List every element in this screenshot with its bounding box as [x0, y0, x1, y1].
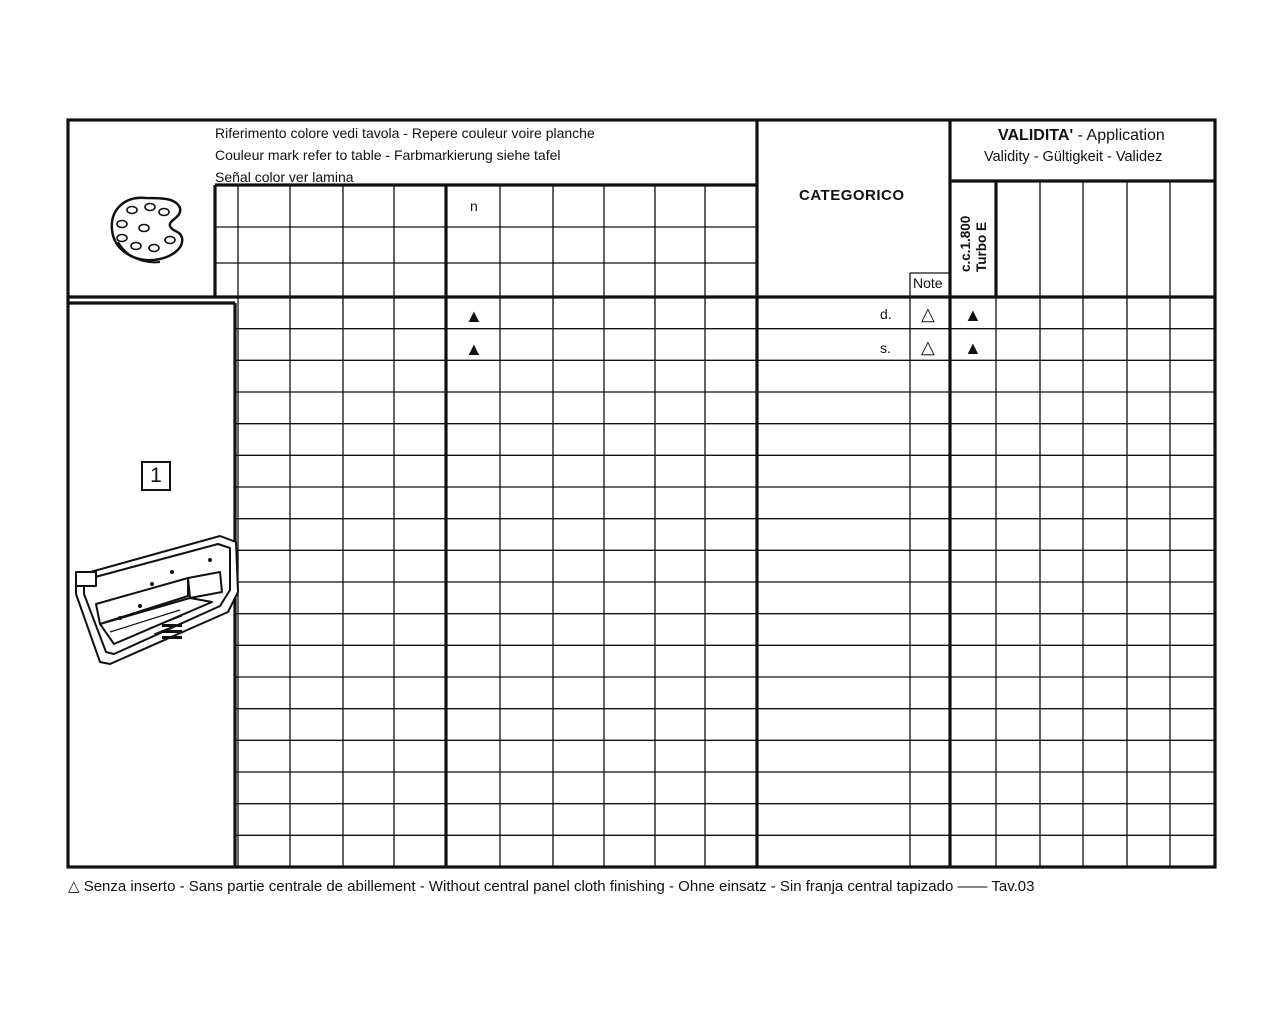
validity-subheading: Validity - Gültigkeit - Validez [984, 149, 1163, 165]
color-reference-line-1: Riferimento colore vedi tavola - Repere couleur voire planche [215, 125, 595, 141]
row-2-validity-mark: ▲ [964, 338, 982, 358]
item-number-box: 1 [141, 461, 171, 491]
row-1-note-mark: △ [921, 304, 935, 324]
model-line-2: Turbo E [974, 222, 989, 272]
row-2-side: s. [880, 340, 891, 356]
categorico-heading: CATEGORICO [799, 187, 905, 204]
validity-heading-rest: - Application [1073, 127, 1165, 144]
note-label: Note [913, 275, 943, 291]
palette-icon [104, 192, 190, 270]
table-border [68, 120, 1215, 867]
validity-heading [998, 127, 1165, 145]
color-reference-line-2: Couleur mark refer to table - Farbmarkierung siehe tafel [215, 147, 561, 163]
n-label: n [470, 198, 478, 214]
door-panel-illustration [70, 532, 242, 670]
row-2-color-mark: ▲ [465, 339, 483, 359]
row-1-validity-mark: ▲ [964, 305, 982, 325]
color-reference-line-3: Señal color ver lamina [215, 169, 354, 185]
row-1-color-mark: ▲ [465, 306, 483, 326]
row-2-note-mark: △ [921, 337, 935, 357]
validity-heading-bold: VALIDITA' [998, 127, 1074, 144]
footer-legend: △ Senza inserto - Sans partie centrale de abillement - Without central panel cloth finishing - Ohne einsatz - Sin franja central tapizado —— Tav.03 [68, 878, 1035, 895]
model-line-1: c.c.1.800 [958, 215, 973, 272]
model-label [958, 216, 990, 272]
row-1-side: d. [880, 306, 892, 322]
